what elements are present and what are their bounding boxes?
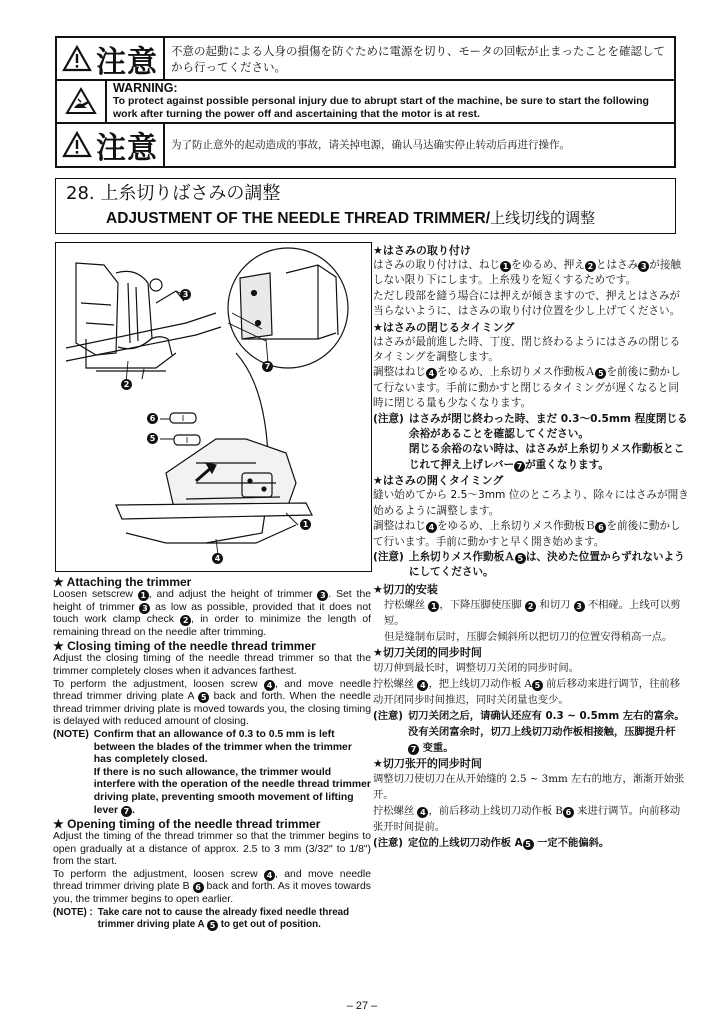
paragraph-opening-chinese-b: 拧松螺丝 4 ，前后移动上线切刀动作板 B 6 来进行调节。向前移动张开时间提前。 [373, 804, 681, 833]
figure-label-4: 4 [212, 553, 223, 564]
warning-box-english [55, 80, 676, 124]
note-label: (注意) [373, 709, 404, 722]
warning-text-english: To protect against possible personal injury due to abrupt start of the machine, be sure to start the following work after turning the power off and ascertaining that the motor is at rest. [113, 95, 649, 120]
circle-number: 3 [638, 261, 649, 272]
caution-label: 注意 [96, 44, 158, 80]
paragraph-closing-chinese: 切刀伸到最长时，调整切刀关闭的同步时间。 [373, 661, 579, 674]
heading-attaching-trimmer: ★ Attaching the trimmer [53, 575, 192, 589]
paragraph-opening-b: To perform the adjustment, loosen screw 4 , and move needle thread trimmer driving plate B 6 back and forth. As it moves towards you, the trimmer begins to open earlier. [53, 868, 371, 906]
warning-text-chinese: 为了防止意外的起动造成的事故，请关掉电源，确认马达确实停止转动后再进行操作。 [171, 139, 570, 151]
circle-number: 4 [264, 870, 275, 881]
figure-label-7: 7 [262, 361, 273, 372]
circle-number: 5 [515, 553, 526, 564]
note-label: (注意) [373, 412, 404, 425]
figure-label-3: 3 [180, 289, 191, 300]
paragraph-closing-a: Adjust the closing timing of the needle thread trimmer so that the trimmer completely closes when it advances farthest. [53, 653, 371, 677]
warning-box-japanese [55, 36, 676, 81]
heading-attaching-chinese: ★切刀的安装 [373, 582, 438, 596]
paragraph-closing-japanese-b: 調整はねじ 4 をゆるめ、上糸切りメス作動板Ａ 5 を前後に動かして行ないます。手前に動かすと閉じるタイミングが遅くなると同時に閉じる量も少なくなります。 [373, 366, 681, 410]
circle-number: 6 [193, 882, 204, 893]
warning-heading: WARNING: [113, 81, 178, 95]
warning-triangle-icon [62, 131, 92, 158]
circle-number: 4 [426, 522, 437, 533]
japanese-chinese-instructions [373, 243, 689, 851]
heading-closing-chinese: ★切刀关闭的同步时间 [373, 645, 482, 659]
note-opening: (NOTE) : Take care not to cause the already fixed needle thread trimmer driving plate A 5 to get out of position. [53, 906, 350, 931]
circle-number: 5 [207, 920, 218, 931]
paragraph-attaching: Loosen setscrew 1 , and adjust the height of trimmer 3 . Set the height of trimmer 3 as low as possible, provided that it does not touch work clamp check 2 , in order to minimize the length of remaining thread on the needle after trimming. [53, 589, 372, 638]
heading-opening-timing: ★ Opening timing of the needle thread trimmer [53, 817, 321, 832]
title-chinese-text: 上线切线的调整 [490, 209, 596, 227]
circle-number: 6 [563, 807, 574, 818]
note-closing-japanese: (注意) はさみが閉じ終わった時、まだ 0.3〜0.5mm 程度閉じる余裕があることを確認してください。 閉じる余裕のない時は、はさみが上糸切りメス作動板とこじれて押え上げレバー 7 が重くなります。 [373, 412, 689, 474]
paragraph-closing-b: To perform the adjustment, loosen screw 4 , and move needle thread trimmer driving plate A 5 back and forth. When the needle thread trimmer driving plate is moved towards you, the closing timing is delayed with reduced amount of closing. [53, 678, 371, 728]
circle-number: 5 [595, 368, 606, 379]
section-title-english [66, 207, 665, 230]
circle-number: 7 [408, 744, 419, 755]
heading-attaching-japanese: ★はさみの取り付け [373, 244, 471, 257]
paragraph-opening-japanese-b: 調整はねじ 4 をゆるめ、上糸切りメス作動板Ｂ 6 を前後に動かして行います。手前に動かすと早く開き始めます。 [373, 520, 681, 548]
note-closing: (NOTE) Confirm that an allowance of 0.3 to 0.5 mm is left between the blades of the trimmer when the trimmer has completely closed. If there is no such allowance, the trimmer would interfere with the operation of the needle thread trimmer driving plate, preventing smooth movement of lifting lever 7 . [53, 728, 371, 816]
circle-number: 1 [138, 590, 149, 601]
paragraph-attaching-chinese-b: 但是缝制布层时，压脚会倾斜所以把切刀的位置安得稍高一点。 [384, 630, 673, 643]
heading-opening-chinese: ★切刀张开的同步时间 [373, 756, 482, 770]
warning-icon-cell [57, 80, 107, 122]
note-label: (注意) [373, 836, 404, 849]
heading-closing-timing: ★ Closing timing of the needle thread trimmer [53, 639, 316, 654]
figure-label-1: 1 [300, 519, 311, 530]
title-english-text: ADJUSTMENT OF THE NEEDLE THREAD TRIMMER/ [106, 210, 491, 227]
circle-number: 4 [417, 807, 428, 818]
circle-number: 3 [574, 601, 585, 612]
paragraph-closing-chinese-b: 拧松螺丝 4 ，把上线切刀动作板 A 5 前后移动来进行调节，往前移动开闭同步时间推迟，同时关闭量也变少。 [373, 677, 680, 706]
note-label: (NOTE) [53, 728, 89, 740]
warning-triangle-icon [62, 45, 92, 72]
circle-number: 4 [417, 680, 428, 691]
circle-number: 1 [428, 601, 439, 612]
paragraph-attaching-japanese-b: ただし段部を縫う場合には押えが傾きますので、押えとはさみが当らないように、はさみの取り付け位置を少し上げてください。 [373, 289, 681, 318]
circle-number: 4 [426, 368, 437, 379]
paragraph-opening-japanese: 縫い始めてから 2.5〜3mm 位のところより、除々にはさみが開き始めるように調整します。 [373, 489, 689, 517]
circle-number: 7 [514, 461, 525, 472]
warning-text-japanese: 不意の起動による人身の損傷を防ぐために電源を切り、モータの回転が止まったことを確認してから行ってください。 [171, 43, 666, 74]
heading-closing-japanese: ★はさみの閉じるタイミング [373, 320, 515, 334]
paragraph-opening-a: Adjust the timing of the thread trimmer so that the trimmer begins to open gradually at a distance of approx. 2.5 to 3 mm (3/32" to 1/8") from the start. [53, 831, 371, 868]
section-title-japanese: 28. 上糸切りばさみの調整 [66, 183, 281, 204]
section-title-box [55, 178, 676, 234]
circle-number: 2 [525, 601, 536, 612]
note-opening-chinese: (注意) 定位的上线切刀动作板 A 5 一定不能偏斜。 [373, 836, 610, 849]
circle-number: 5 [532, 680, 543, 691]
paragraph-attaching-japanese: はさみの取り付けは、ねじ 1 をゆるめ、押え 2 とはさみ 3 が接触しない限り下にします。上糸残りを短くするためです。 [373, 259, 682, 287]
paragraph-closing-japanese: はさみが最前進した時、丁度、閉じ終わるようにはさみの閉じるタイミングを調整します。 [373, 335, 681, 364]
paragraph-attaching-chinese: 拧松螺丝 1 ，下降压脚使压脚 2 和切刀 3 不相碰。上线可以剪短。 [384, 598, 681, 627]
note-label: (NOTE) : [53, 906, 93, 918]
english-instructions [53, 575, 371, 932]
trimmer-illustration [55, 242, 372, 572]
circle-number: 2 [180, 615, 191, 626]
paragraph-opening-chinese: 调整切刀使切刀在从开始缝的 2.5 ~ 3mm 左右的地方，渐渐开始张开。 [373, 772, 685, 801]
circle-number: 7 [121, 806, 132, 817]
page-number: – 27 – [346, 1000, 378, 1012]
machine-drawing [56, 243, 372, 572]
caution-label: 注意 [96, 130, 158, 166]
circle-number: 3 [317, 590, 328, 601]
figure-label-5: 5 [147, 433, 158, 444]
circle-number: 4 [264, 680, 275, 691]
circle-number: 5 [198, 692, 209, 703]
hand-injury-warning-icon [65, 87, 97, 115]
figure-label-2: 2 [121, 379, 132, 390]
circle-number: 5 [523, 839, 534, 850]
note-label: (注意) [373, 550, 404, 563]
warning-label-cell [57, 123, 165, 166]
heading-opening-japanese: ★はさみの開くタイミング [373, 474, 504, 488]
figure-label-6: 6 [147, 413, 158, 424]
note-closing-chinese: (注意) 切刀关闭之后，请确认还应有 0.3 ~ 0.5mm 左右的富余。没有关闭富余时，切刀上线切刀动作板相接触，压脚提升杆 7 变重。 [373, 709, 685, 754]
circle-number: 2 [585, 261, 596, 272]
circle-number: 3 [139, 603, 150, 614]
warning-label-cell [57, 38, 165, 79]
circle-number: 6 [595, 522, 606, 533]
warning-box-chinese [55, 123, 676, 168]
circle-number: 1 [500, 261, 511, 272]
note-opening-japanese: (注意) 上糸切りメス作動板Ａ 5 は、決めた位置からずれないようにしてください。 [373, 550, 689, 581]
